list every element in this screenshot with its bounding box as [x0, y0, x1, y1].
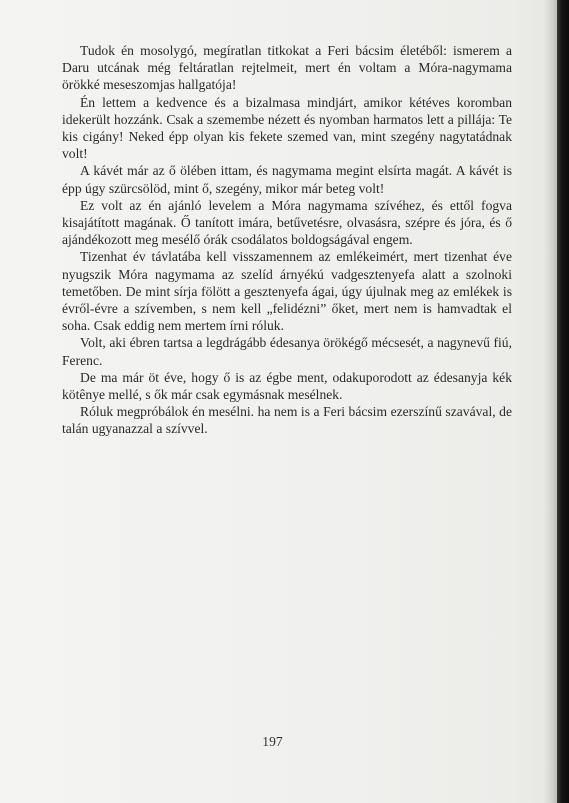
paragraph: Tudok én mosolygó, megíratlan titkokat a Feri bácsim életéből: ismerem a Daru utcának még feltáratlan rejtelmeit, mert én voltam a Móra-nagymama örökké meseszomjas hallgatója!: [62, 43, 512, 93]
paragraph: Volt, aki ébren tartsa a legdrágább édesanya örökégő mécsesét, a nagynevű fiú, Ferenc.: [62, 335, 512, 368]
paragraph: De ma már öt éve, hogy ő is az égbe ment, odakuporodott az édesanyja kék kötênye mellé, s ők már csak egymásnak mesélnek.: [62, 369, 512, 403]
page-number: 197: [262, 734, 283, 749]
paragraph: A kávét már az ő ölében ittam, és nagymama megint elsírta magát. A kávét is épp úgy szürcsölöd, mint ő, szegény, mikor már beteg volt!: [62, 163, 512, 196]
paragraph: Ez volt az én ajánló levelem a Móra nagymama szívéhez, és ettől fogva kisajátított magának. Ő tanított imára, betűvetésre, olvasásra, szépre és jóra, és ő ajándékozott meg mesélő órák csodálatos boldogságával engem.: [62, 197, 512, 248]
paragraph: Tizenhat év távlatába kell visszamennem az emlékeimért, mert tizenhat éve nyugszik Móra nagymama az szelíd árnyékú vadgesztenyefa alatt a szolnoki temetőben. De mint sírja fölött a gesztenyefa ágai, úgy újulnak meg az emlékek is évről-évre a szívemben, s nem kell „felidézni” őket, mert nem is hamvadtak el soha. Csak eddig nem mertem írni róluk.: [62, 249, 512, 334]
spine-shadow: [543, 0, 557, 803]
paragraph: Róluk megpróbálok én mesélni. ha nem is a Feri bácsim ezerszínű szavával, de talán ugyanazzal a szívvel.: [62, 404, 512, 437]
body-text: [62, 42, 512, 438]
book-spine-edge: [557, 0, 569, 803]
paragraph: Én lettem a kedvence és a bizalmasa mindjárt, amikor kétéves koromban idekerült hozzánk. Csak a szemembe nézett és nyomban harmatos lett a pillája: Te kis cigány! Neked épp olyan kis fekete szemed van, mint szegény nagytatádnak volt!: [62, 94, 512, 162]
